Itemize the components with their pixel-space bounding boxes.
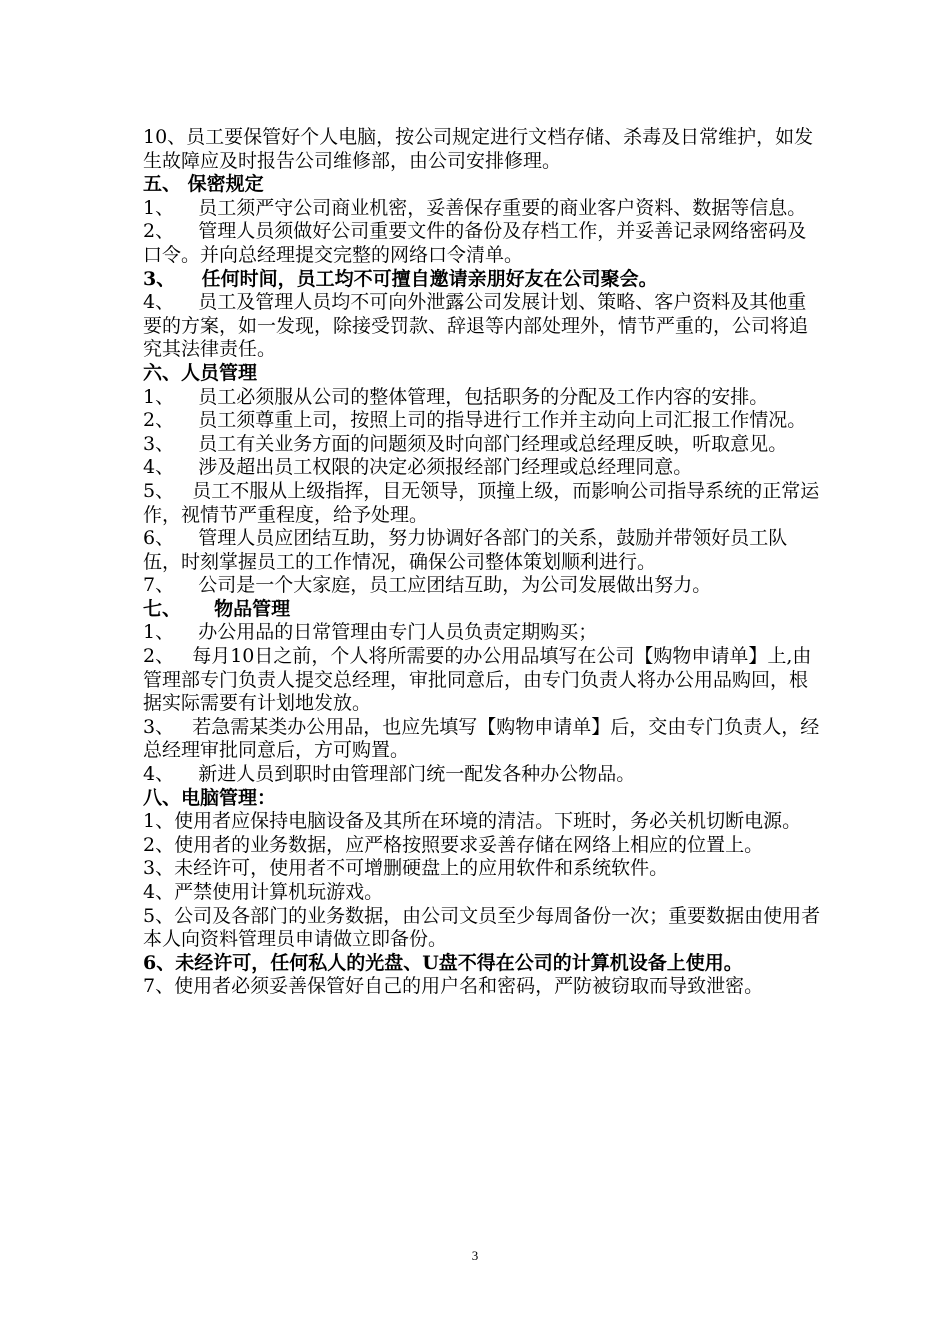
paragraph: 1、使用者应保持电脑设备及其所在环境的清洁。下班时，务必关机切断电源。 bbox=[143, 810, 802, 833]
paragraph: 2、 管理人员须做好公司重要文件的备份及存档工作，并妥善记录网络密码及口令。并向总经理提交完整的网络口令清单。 bbox=[143, 220, 807, 266]
paragraph: 3、 任何时间，员工均不可擅自邀请亲朋好友在公司聚会。 bbox=[143, 267, 658, 290]
paragraph: 3、 员工有关业务方面的问题须及时向部门经理或总经理反映，听取意见。 bbox=[143, 432, 788, 455]
paragraph: 5、 员工不服从上级指挥，目无领导，顶撞上级，而影响公司指导系统的正常运作，视情节严重程度，给予处理。 bbox=[143, 479, 820, 526]
paragraph: 7、使用者必须妥善保管好自己的用户名和密码，严防被窃取而导致泄密。 bbox=[143, 975, 764, 998]
paragraph: 6、未经许可，任何私人的光盘、U盘不得在公司的计算机设备上使用。 bbox=[143, 951, 743, 974]
document-body bbox=[143, 126, 823, 999]
paragraph: 3、未经许可，使用者不可增删硬盘上的应用软件和系统软件。 bbox=[143, 857, 669, 880]
paragraph: 3、 若急需某类办公用品，也应先填写【购物申请单】后，交由专门负责人，经总经理审批同意后，方可购置。 bbox=[143, 715, 820, 762]
paragraph: 6、 管理人员应团结互助，努力协调好各部门的关系，鼓励并带领好员工队伍，时刻掌握员工的工作情况，确保公司整体策划顺利进行。 bbox=[143, 527, 788, 573]
paragraph: 5、公司及各部门的业务数据，由公司文员至少每周备份一次；重要数据由使用者本人向资料管理员申请做立即备份。 bbox=[143, 904, 821, 951]
section-heading: 八、电脑管理： bbox=[143, 786, 277, 809]
paragraph: 1、 员工必须服从公司的整体管理，包括职务的分配及工作内容的安排。 bbox=[143, 385, 769, 408]
paragraph: 4、 涉及超出员工权限的决定必须报经部门经理或总经理同意。 bbox=[143, 456, 693, 479]
paragraph: 2、 每月10日之前，个人将所需要的办公用品填写在公司【购物申请单】上,由管理部专门负责人提交总经理，审批同意后，由专门负责人将办公用品购回，根据实际需要有计划地发放。 bbox=[143, 645, 812, 715]
section-heading: 六、人员管理 bbox=[143, 361, 258, 384]
paragraph: 7、 公司是一个大家庭，员工应团结互助，为公司发展做出努力。 bbox=[143, 574, 712, 597]
section-heading: 五、 保密规定 bbox=[143, 173, 264, 196]
paragraph: 2、 员工须尊重上司，按照上司的指导进行工作并主动向上司汇报工作情况。 bbox=[143, 409, 807, 432]
paragraph: 2、使用者的业务数据，应严格按照要求妥善存储在网络上相应的位置上。 bbox=[143, 833, 764, 856]
paragraph: 4、 员工及管理人员均不可向外泄露公司发展计划、策略、客户资料及其他重要的方案，如一发现，除接受罚款、辞退等内部处理外，情节严重的，公司将追究其法律责任。 bbox=[143, 291, 809, 361]
paragraph: 1、 员工须严守公司商业机密，妥善保存重要的商业客户资料、数据等信息。 bbox=[143, 196, 807, 219]
paragraph: 1、 办公用品的日常管理由专门人员负责定期购买； bbox=[143, 621, 598, 644]
paragraph: 10、员工要保管好个人电脑，按公司规定进行文档存储、杀毒及日常维护，如发生故障应及时报告公司维修部，由公司安排修理。 bbox=[143, 126, 814, 172]
paragraph: 4、 新进人员到职时由管理部门统一配发各种办公物品。 bbox=[143, 763, 636, 786]
page-number: 3 bbox=[471, 1248, 479, 1263]
section-heading: 七、 物品管理 bbox=[143, 597, 291, 620]
paragraph: 4、严禁使用计算机玩游戏。 bbox=[143, 881, 384, 903]
